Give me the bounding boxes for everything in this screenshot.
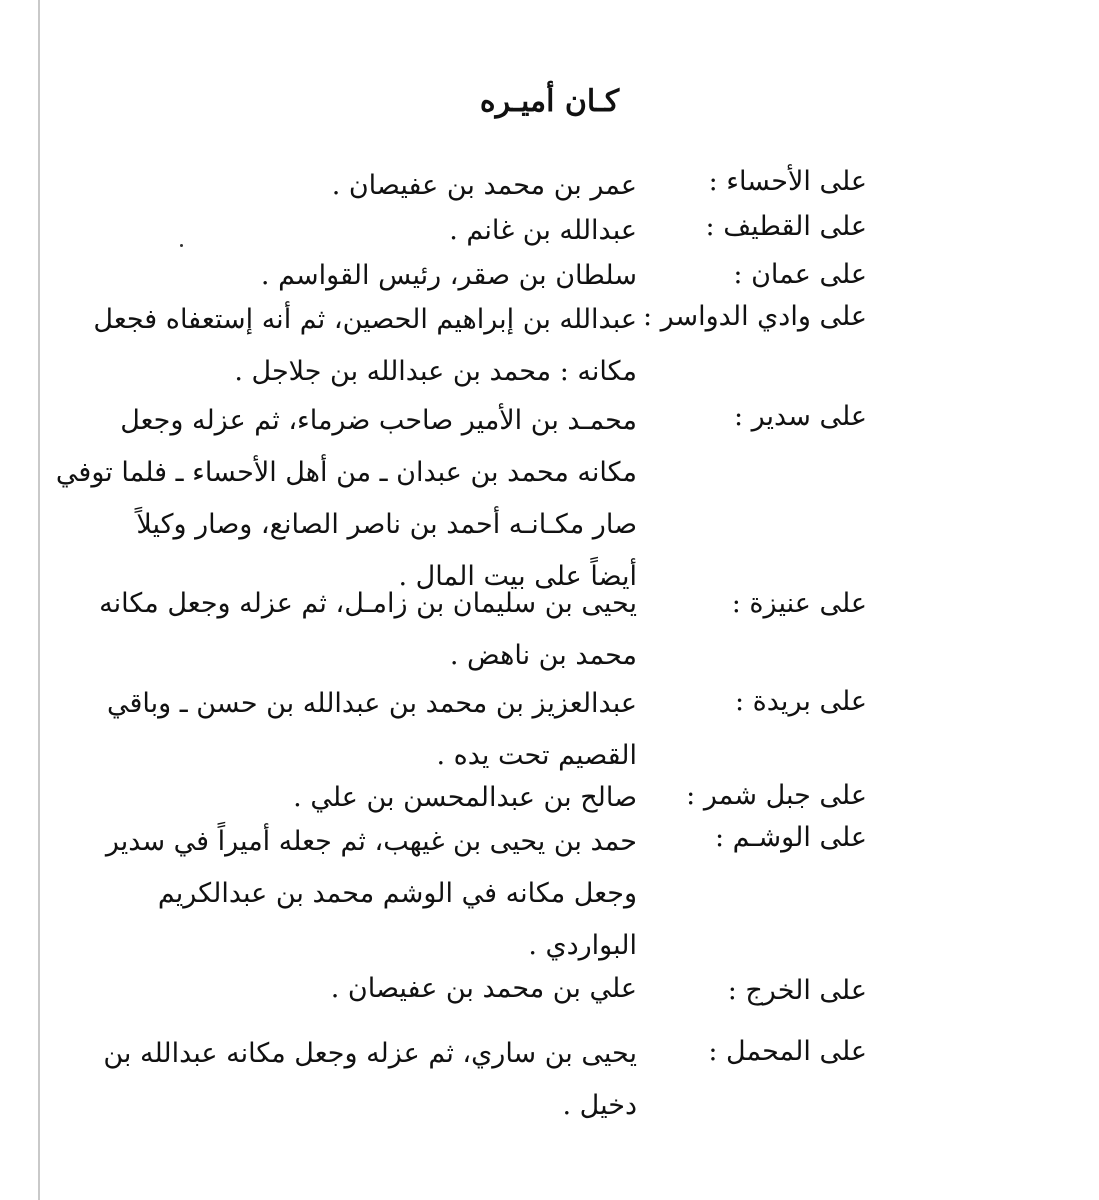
entry-line: عمر بن محمد بن عفيصان . [331,170,637,201]
entry-line: عبدالله بن إبراهيم الحصين، ثم أنه إستعفاه فجعل [93,304,637,335]
entry-line: محمد بن ناهض . [449,640,637,671]
entry-line: سلطان بن صقر، رئيس القواسم . [260,260,637,291]
entry-line: صار مكـانـه أحمد بن ناصر الصانع، وصار وكيلاً [136,509,637,540]
entry-label: على القطيف : [705,211,867,242]
entry-line: يحيى بن سليمان بن زامـل، ثم عزله وجعل مكانه [99,588,637,619]
page-edge-rule [38,0,40,1200]
entry-line: صالح بن عبدالمحسن بن علي . [293,782,637,813]
entry-line: يحيى بن ساري، ثم عزله وجعل مكانه عبدالله بن [103,1038,637,1069]
entry-text [93,294,637,398]
entry-line: وجعل مكانه في الوشم محمد بن عبدالكريم [157,878,637,909]
entry-line: محمـد بن الأمير صاحب ضرماء، ثم عزله وجعل [120,405,637,436]
entry-label: على عنيزة : [731,588,867,619]
entry-line: حمد بن يحيى بن غيهب، ثم جعله أميراً في سدير [105,826,637,857]
page-title: كـان أميـره [479,84,620,119]
entry-text [182,963,637,1015]
entry-text [99,578,637,682]
entry-label: على الخرج : [727,975,867,1006]
entry-line: علي بن محمد بن عفيصان . [330,973,637,1004]
entry-label: على عمان : [733,259,867,290]
entry-label: على وادي الدواسر : [642,301,867,332]
entry-line: عبدالله بن غانم . [449,215,637,246]
entry-line: عبدالعزيز بن محمد بن عبدالله بن حسن ـ وباقي [106,688,637,719]
entry-text [103,1028,637,1132]
entry-text [105,816,637,972]
entry-line: مكانه : محمد بن عبدالله بن جلاجل . [234,356,637,387]
entry-line: دخيل . [562,1090,637,1121]
entry-line: البواردي . [528,930,637,961]
entry-line: مكانه محمد بن عبدان ـ من أهل الأحساء ـ فلما توفي [55,457,637,488]
entry-label: على الأحساء : [708,166,867,197]
entry-label: على الوشـم : [715,822,867,853]
entry-text [106,678,637,782]
entry-label: على سدير : [733,401,867,432]
entry-text [55,395,637,603]
entry-line: أيضاً على بيت المال . [398,561,637,592]
entry-label: على جبل شمر : [686,780,867,811]
entry-label: على بريدة : [734,686,867,717]
entry-label: على المحمل : [708,1036,867,1067]
entry-line: القصيم تحت يده . [436,740,637,771]
